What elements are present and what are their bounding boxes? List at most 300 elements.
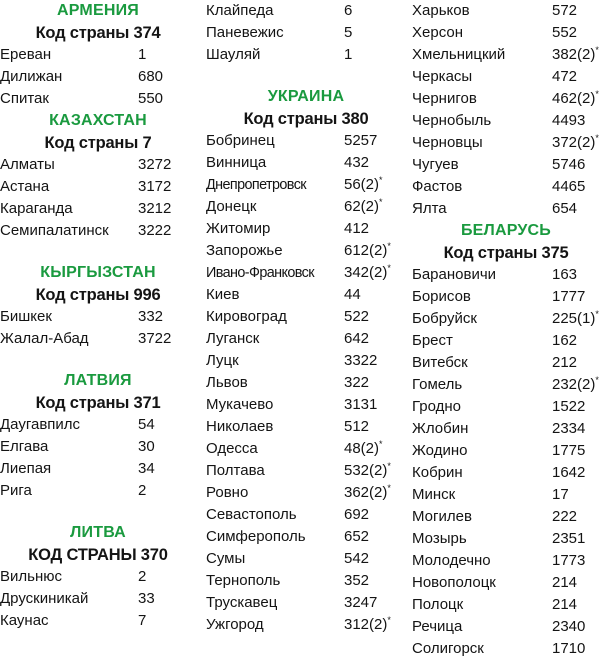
- area-code-value: 30: [138, 438, 155, 455]
- city-name: Днепропетровск: [206, 177, 306, 193]
- area-code: [344, 0, 352, 22]
- city-name: Елгава: [0, 438, 49, 455]
- area-code-value: 222: [552, 508, 578, 525]
- area-code: [138, 328, 171, 350]
- city-name: Солигорск: [412, 640, 484, 657]
- city-row: [412, 44, 600, 66]
- city-row: [412, 0, 600, 22]
- city-list: [0, 44, 196, 110]
- city-row: [412, 22, 600, 44]
- area-code-value: 652: [344, 528, 370, 545]
- footnote-marker: *: [379, 175, 383, 185]
- city-name: Жалал-Абад: [0, 330, 89, 347]
- city-name: Барановичи: [412, 266, 497, 283]
- area-code: [552, 440, 585, 462]
- city-row: [412, 616, 600, 638]
- city-row: [412, 440, 600, 462]
- city-row: [206, 438, 406, 460]
- area-code-value: 2: [138, 568, 147, 585]
- city-row: [0, 610, 196, 632]
- city-row: [0, 44, 196, 66]
- city-name: Винница: [206, 154, 267, 171]
- area-code: [344, 328, 369, 350]
- area-code-value: 542: [344, 550, 370, 567]
- city-row: [206, 416, 406, 438]
- area-code-value: 3131: [344, 396, 378, 413]
- city-list: [0, 154, 196, 242]
- country-title: ЛИТВА: [70, 524, 126, 541]
- area-code: [138, 610, 146, 632]
- city-row: [0, 198, 196, 220]
- area-code-value: 4465: [552, 178, 586, 195]
- area-code-value: 3322: [344, 352, 378, 369]
- city-name: Клайпеда: [206, 2, 274, 19]
- city-name: Гродно: [412, 398, 462, 415]
- city-row: [412, 484, 600, 506]
- city-name: Гомель: [412, 376, 463, 393]
- city-name: Черкасы: [412, 68, 473, 85]
- area-code: [552, 286, 585, 308]
- area-code: [552, 22, 577, 44]
- city-name: Могилев: [412, 508, 472, 525]
- footnote-marker: *: [595, 45, 599, 55]
- city-row: [412, 506, 600, 528]
- footnote-marker: *: [387, 461, 391, 471]
- city-name: Лиепая: [0, 460, 52, 477]
- city-name: Сумы: [206, 550, 246, 567]
- city-name: Донецк: [206, 198, 257, 215]
- area-code-value: 62(2): [344, 198, 380, 215]
- area-code: [344, 130, 377, 152]
- area-code-value: 17: [552, 486, 569, 503]
- city-row: [206, 548, 406, 570]
- area-code: [552, 198, 577, 220]
- footnote-marker: *: [595, 375, 599, 385]
- city-list: [412, 264, 600, 660]
- area-code-value: 225(1): [552, 310, 596, 327]
- area-code: [344, 592, 377, 614]
- city-name: Караганда: [0, 200, 73, 217]
- country-title: КЫРГЫЗСТАН: [40, 264, 156, 281]
- area-code-value: 572: [552, 2, 578, 19]
- area-code-value: 3222: [138, 222, 172, 239]
- city-row: [206, 240, 406, 262]
- country-code: Код страны 375: [443, 244, 569, 262]
- area-code-value: 33: [138, 590, 155, 607]
- country-title: УКРАИНА: [267, 88, 345, 105]
- area-code: [344, 44, 352, 66]
- area-code-value: 332: [138, 308, 164, 325]
- area-code-value: 7: [138, 612, 147, 629]
- area-code: [138, 480, 146, 502]
- city-row: [206, 372, 406, 394]
- city-row: [0, 480, 196, 502]
- city-name: Речица: [412, 618, 463, 635]
- city-name: Чернигов: [412, 90, 477, 107]
- city-name: Брест: [412, 332, 453, 349]
- city-name: Фастов: [412, 178, 463, 195]
- section-ukraine: [206, 86, 406, 636]
- area-code-value: 1522: [552, 398, 586, 415]
- area-code-value: 522: [344, 308, 370, 325]
- area-code: [344, 174, 383, 196]
- area-code-value: 4493: [552, 112, 586, 129]
- area-code: [138, 306, 163, 328]
- city-name: Витебск: [412, 354, 468, 371]
- area-code-value: 642: [344, 330, 370, 347]
- city-row: [412, 154, 600, 176]
- country-title: БЕЛАРУСЬ: [460, 222, 552, 239]
- area-code: [138, 220, 171, 242]
- area-code-value: 5746: [552, 156, 586, 173]
- footnote-marker: *: [595, 309, 599, 319]
- city-row: [206, 504, 406, 526]
- city-row: [412, 132, 600, 154]
- city-name: Бишкек: [0, 308, 52, 325]
- city-row: [206, 174, 406, 196]
- footnote-marker: *: [387, 263, 391, 273]
- area-code: [138, 66, 163, 88]
- city-name: Чугуев: [412, 156, 459, 173]
- city-name: Дилижан: [0, 68, 63, 85]
- column-2: [206, 0, 406, 636]
- area-code-value: 232(2): [552, 376, 596, 393]
- area-code: [138, 88, 163, 110]
- footnote-marker: *: [379, 439, 383, 449]
- area-code-value: 212: [552, 354, 578, 371]
- footnote-marker: *: [595, 89, 599, 99]
- city-name: Херсон: [412, 24, 463, 41]
- area-code-value: 1710: [552, 640, 586, 657]
- area-code: [552, 330, 577, 352]
- area-code: [552, 308, 599, 330]
- city-name: Жлобин: [412, 420, 469, 437]
- area-code-value: 2351: [552, 530, 586, 547]
- city-row: [412, 308, 600, 330]
- footnote-marker: *: [387, 615, 391, 625]
- area-code: [552, 110, 585, 132]
- area-code-value: 3172: [138, 178, 172, 195]
- area-code-value: 1: [138, 46, 147, 63]
- area-code-value: 214: [552, 596, 578, 613]
- area-code-value: 550: [138, 90, 164, 107]
- city-name: Паневежис: [206, 24, 284, 41]
- area-code-value: 214: [552, 574, 578, 591]
- footnote-marker: *: [387, 241, 391, 251]
- city-name: Даугавпилс: [0, 416, 81, 433]
- area-code: [138, 176, 171, 198]
- area-code: [552, 396, 585, 418]
- area-code: [552, 88, 599, 110]
- city-name: Чернобыль: [412, 112, 492, 129]
- area-code-value: 3272: [138, 156, 172, 173]
- area-code: [552, 44, 599, 66]
- city-name: Молодечно: [412, 552, 491, 569]
- city-name: Полоцк: [412, 596, 464, 613]
- area-code: [344, 460, 391, 482]
- city-name: Севастополь: [206, 506, 297, 523]
- area-code-value: 1: [344, 46, 353, 63]
- city-name: Львов: [206, 374, 248, 391]
- city-name: Спитак: [0, 90, 49, 107]
- country-code: КОД СТРАНЫ 370: [28, 546, 168, 564]
- city-name: Ялта: [412, 200, 447, 217]
- area-code: [344, 262, 391, 284]
- area-code-value: 512: [344, 418, 370, 435]
- city-list-lithuania-continued: [206, 0, 406, 66]
- area-code: [344, 548, 369, 570]
- city-row: [206, 570, 406, 592]
- area-code: [552, 528, 585, 550]
- city-row: [412, 528, 600, 550]
- city-name: Семипалатинск: [0, 222, 109, 239]
- area-code-value: 2: [138, 482, 147, 499]
- city-list: [0, 566, 196, 632]
- city-row: [206, 306, 406, 328]
- area-code-value: 163: [552, 266, 578, 283]
- city-row: [412, 418, 600, 440]
- city-name: Борисов: [412, 288, 471, 305]
- city-row: [412, 550, 600, 572]
- city-name: Бобруйск: [412, 310, 477, 327]
- city-name: Трускавец: [206, 594, 278, 611]
- area-code-value: 34: [138, 460, 155, 477]
- city-row: [206, 0, 406, 22]
- city-name: Хмельницкий: [412, 46, 506, 63]
- city-row: [0, 328, 196, 350]
- area-code-value: 612(2): [344, 242, 388, 259]
- city-name: Жодино: [412, 442, 468, 459]
- area-code: [552, 264, 577, 286]
- city-name: Мозырь: [412, 530, 467, 547]
- area-code: [344, 196, 383, 218]
- country-title: КАЗАХСТАН: [49, 112, 147, 129]
- area-code: [552, 638, 585, 660]
- area-code: [138, 588, 155, 610]
- city-row: [206, 526, 406, 548]
- area-code: [552, 132, 599, 154]
- city-list: [0, 306, 196, 350]
- city-row: [412, 396, 600, 418]
- area-code-value: 6: [344, 2, 353, 19]
- city-name: Запорожье: [206, 242, 283, 259]
- city-name: Одесса: [206, 440, 258, 457]
- area-code: [552, 418, 585, 440]
- area-code-value: 362(2): [344, 484, 388, 501]
- area-code: [552, 0, 577, 22]
- city-row: [206, 328, 406, 350]
- area-code-value: 1642: [552, 464, 586, 481]
- area-code-value: 3722: [138, 330, 172, 347]
- city-row: [412, 330, 600, 352]
- area-code: [344, 570, 369, 592]
- area-code-value: 5: [344, 24, 353, 41]
- city-row: [0, 220, 196, 242]
- area-code-value: 352: [344, 572, 370, 589]
- city-row: [412, 352, 600, 374]
- area-code-value: 48(2): [344, 440, 380, 457]
- area-code: [344, 22, 352, 44]
- city-row: [206, 152, 406, 174]
- area-code: [344, 350, 377, 372]
- city-row: [206, 130, 406, 152]
- area-code: [344, 152, 369, 174]
- section-armenia: [0, 0, 196, 110]
- city-row: [412, 198, 600, 220]
- area-code-value: 372(2): [552, 134, 596, 151]
- city-row: [412, 462, 600, 484]
- city-name: Каунас: [0, 612, 49, 629]
- city-row: [412, 572, 600, 594]
- country-code: Код страны 996: [35, 286, 161, 304]
- area-code: [344, 614, 391, 636]
- country-code: Код страны 380: [243, 110, 369, 128]
- area-code-value: 1775: [552, 442, 586, 459]
- area-code: [552, 154, 585, 176]
- area-code: [344, 240, 391, 262]
- city-name: Ивано-Франковск: [206, 265, 314, 281]
- column-3: [412, 0, 600, 660]
- city-row: [206, 218, 406, 240]
- section-belarus: [412, 220, 600, 660]
- city-row: [206, 394, 406, 416]
- area-code: [138, 566, 146, 588]
- area-code: [138, 44, 146, 66]
- area-code-value: 412: [344, 220, 370, 237]
- city-row: [206, 196, 406, 218]
- area-code: [552, 572, 577, 594]
- area-code-value: 54: [138, 416, 155, 433]
- area-code-value: 552: [552, 24, 578, 41]
- section-kyrgyzstan: [0, 262, 196, 350]
- area-code: [552, 176, 585, 198]
- city-row: [206, 592, 406, 614]
- country-title: АРМЕНИЯ: [57, 2, 139, 19]
- city-name: Вильнюс: [0, 568, 62, 585]
- area-code-value: 532(2): [344, 462, 388, 479]
- city-row: [412, 594, 600, 616]
- area-code: [138, 154, 171, 176]
- city-name: Рига: [0, 482, 32, 499]
- city-row: [206, 262, 406, 284]
- city-row: [206, 460, 406, 482]
- city-name: Полтава: [206, 462, 265, 479]
- city-name: Алматы: [0, 156, 55, 173]
- area-code-value: 1773: [552, 552, 586, 569]
- city-list-ukraine-continued: [412, 0, 600, 220]
- area-code: [344, 482, 391, 504]
- country-code: Код страны 374: [35, 24, 161, 42]
- city-row: [0, 176, 196, 198]
- city-name: Бобринец: [206, 132, 275, 149]
- city-row: [0, 458, 196, 480]
- area-code-value: 3212: [138, 200, 172, 217]
- country-title: ЛАТВИЯ: [64, 372, 132, 389]
- area-code: [344, 526, 369, 548]
- area-code: [344, 372, 369, 394]
- city-row: [412, 286, 600, 308]
- area-code-value: 432: [344, 154, 370, 171]
- city-name: Луцк: [206, 352, 239, 369]
- city-name: Кобрин: [412, 464, 463, 481]
- area-code: [138, 436, 155, 458]
- area-code: [552, 550, 585, 572]
- column-1: [0, 0, 196, 632]
- area-code: [344, 504, 369, 526]
- city-name: Черновцы: [412, 134, 483, 151]
- city-name: Ровно: [206, 484, 249, 501]
- area-code: [138, 198, 171, 220]
- city-name: Друскиникай: [0, 590, 89, 607]
- section-kazakhstan: [0, 110, 196, 242]
- city-row: [0, 88, 196, 110]
- area-code: [344, 306, 369, 328]
- city-row: [412, 264, 600, 286]
- city-row: [412, 176, 600, 198]
- country-code: Код страны 7: [44, 134, 152, 152]
- area-code: [552, 594, 577, 616]
- area-code: [344, 416, 369, 438]
- country-code: Код страны 371: [35, 394, 161, 412]
- city-row: [0, 414, 196, 436]
- area-code-value: 162: [552, 332, 578, 349]
- city-row: [0, 566, 196, 588]
- area-code: [552, 506, 577, 528]
- footnote-marker: *: [387, 483, 391, 493]
- area-code-value: 2334: [552, 420, 586, 437]
- area-code: [552, 616, 585, 638]
- city-row: [412, 66, 600, 88]
- area-code: [344, 218, 369, 240]
- section-lithuania: [0, 522, 196, 632]
- city-row: [206, 284, 406, 306]
- footnote-marker: *: [595, 133, 599, 143]
- area-code-value: 382(2): [552, 46, 596, 63]
- area-code-value: 654: [552, 200, 578, 217]
- city-row: [412, 110, 600, 132]
- area-code-value: 342(2): [344, 264, 388, 281]
- area-code-value: 3247: [344, 594, 378, 611]
- area-code-value: 462(2): [552, 90, 596, 107]
- area-code: [552, 462, 585, 484]
- area-code-value: 322: [344, 374, 370, 391]
- city-row: [412, 638, 600, 660]
- area-code: [138, 458, 155, 480]
- area-code-value: 44: [344, 286, 361, 303]
- city-row: [0, 588, 196, 610]
- area-code: [344, 394, 377, 416]
- city-name: Симферополь: [206, 528, 306, 545]
- area-code: [344, 438, 383, 460]
- city-row: [0, 66, 196, 88]
- area-code-value: 692: [344, 506, 370, 523]
- area-code: [552, 484, 569, 506]
- area-code-value: 1777: [552, 288, 586, 305]
- area-code-value: 472: [552, 68, 578, 85]
- area-code: [552, 66, 577, 88]
- city-row: [412, 374, 600, 396]
- city-name: Шауляй: [206, 46, 261, 63]
- city-row: [206, 614, 406, 636]
- city-list: [206, 130, 406, 636]
- city-name: Кировоград: [206, 308, 287, 325]
- city-name: Киев: [206, 286, 240, 303]
- area-code-value: 680: [138, 68, 164, 85]
- city-name: Ереван: [0, 46, 52, 63]
- city-row: [0, 436, 196, 458]
- area-code: [552, 352, 577, 374]
- city-name: Харьков: [412, 2, 470, 19]
